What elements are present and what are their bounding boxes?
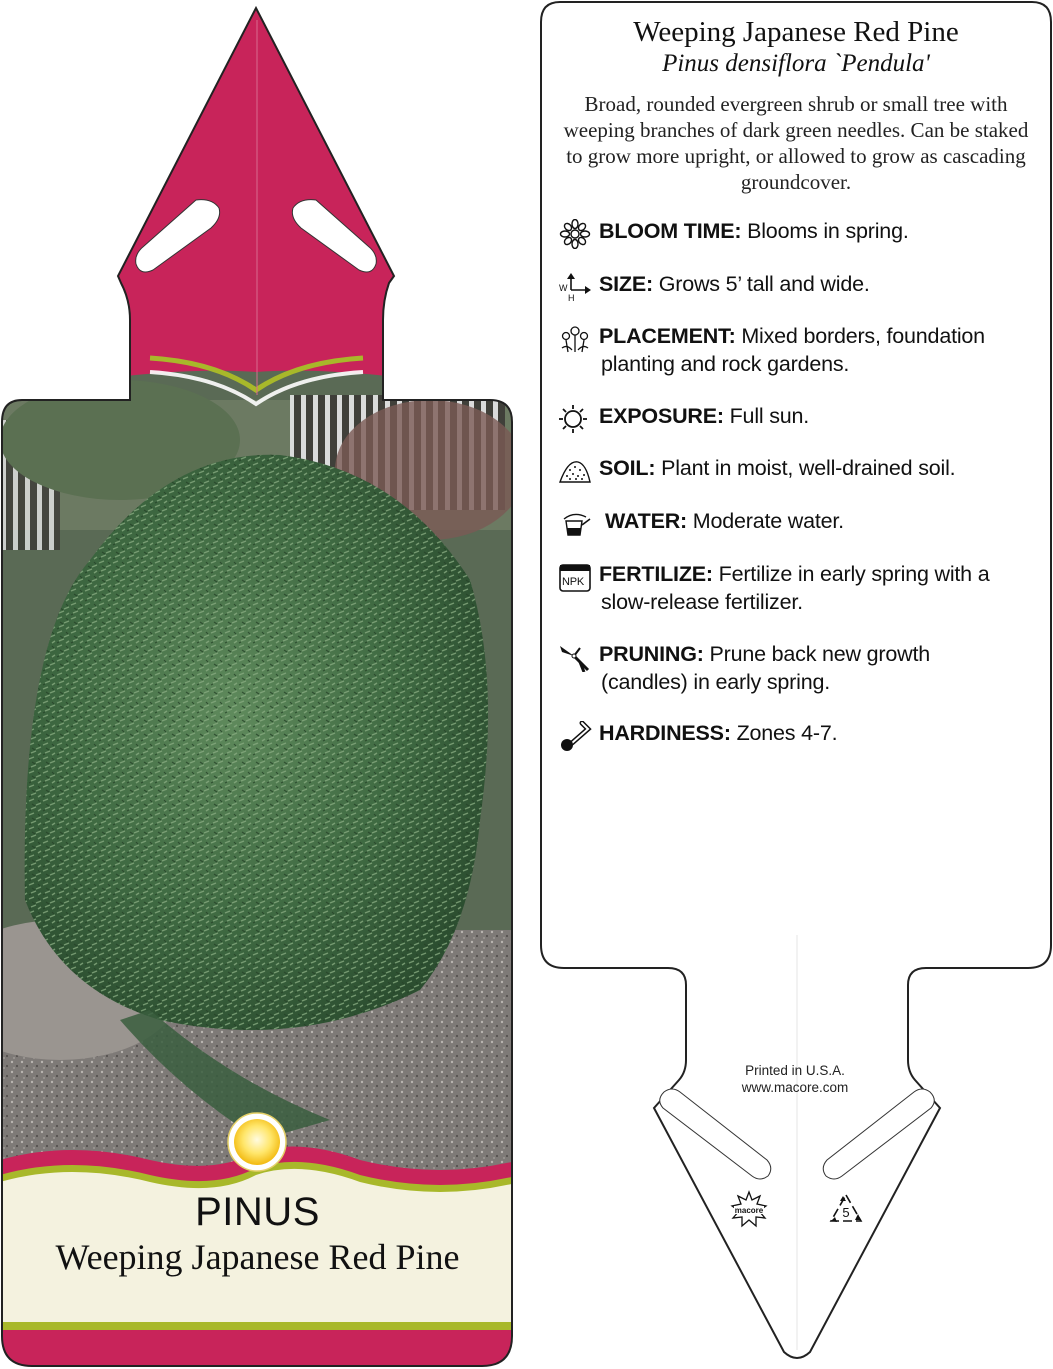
care-item-water [558, 507, 1028, 535]
care-label: SOIL: [599, 456, 656, 480]
recycle-5-icon [828, 1192, 864, 1226]
printed-country: Printed in U.S.A. [745, 1063, 845, 1078]
plant-genus: PINUS [195, 1190, 320, 1234]
plant-description: Broad, rounded evergreen shrub or small tree with weeping branches of dark green needles. Can be staked to grow more upright, or allowed to grow as cascading groundcover. [563, 92, 1029, 194]
plant-common-name: Weeping Japanese Red Pine [55, 1237, 460, 1277]
plant-title: Weeping Japanese Red Pine [633, 16, 959, 48]
npk-fertilizer-icon [558, 562, 592, 592]
macore-logo-text: macore [734, 1206, 764, 1215]
care-item-placement [558, 322, 1028, 378]
care-item-bloom-time [558, 217, 1028, 245]
care-item-hardiness [558, 719, 1028, 747]
care-label: EXPOSURE: [599, 404, 724, 428]
care-item-fertilize [558, 560, 1028, 616]
care-item-pruning [558, 640, 1028, 696]
care-text: Full sun. [729, 404, 810, 428]
care-text-continued: slow-release fertilizer. [601, 590, 803, 614]
care-text: Zones 4-7. [736, 721, 838, 745]
care-label: SIZE: [599, 272, 653, 296]
care-label: PLACEMENT: [599, 324, 736, 348]
size-arrows-icon [558, 272, 592, 302]
npk-label: NPK [562, 576, 585, 588]
care-item-exposure [558, 402, 1028, 430]
care-label: PRUNING: [599, 642, 704, 666]
care-item-soil [558, 454, 1028, 482]
macore-logo [729, 1190, 769, 1230]
printer-website: www.macore.com [741, 1080, 849, 1095]
size-w-label: W [559, 283, 568, 293]
care-label: FERTILIZE: [599, 562, 713, 586]
recycle-number: 5 [842, 1205, 850, 1220]
soil-mound-icon [558, 456, 592, 486]
flower-icon [558, 219, 592, 249]
care-text-continued: (candles) in early spring. [601, 670, 831, 694]
care-label: WATER: [605, 509, 687, 533]
care-text: Prune back new growth [709, 642, 930, 666]
care-item-size [558, 270, 1028, 302]
care-text: Plant in moist, well-drained soil. [661, 456, 956, 480]
care-label: BLOOM TIME: [599, 219, 742, 243]
care-text: Blooms in spring. [747, 219, 909, 243]
pruning-shears-icon [558, 642, 592, 672]
care-text-continued: planting and rock gardens. [601, 352, 850, 376]
care-text: Moderate water. [692, 509, 844, 533]
sun-icon [558, 404, 592, 434]
size-h-label: H [568, 293, 575, 302]
care-text: Fertilize in early spring with a [718, 562, 990, 586]
botanical-name: Pinus densiflora `Pendula' [662, 50, 930, 77]
care-label: HARDINESS: [599, 721, 731, 745]
care-text: Mixed borders, foundation [741, 324, 985, 348]
printed-info [700, 1062, 890, 1096]
thermometer-icon [558, 721, 592, 751]
watering-can-icon [558, 509, 592, 539]
placement-flowers-icon [558, 324, 592, 354]
care-text: Grows 5’ tall and wide. [658, 272, 870, 296]
